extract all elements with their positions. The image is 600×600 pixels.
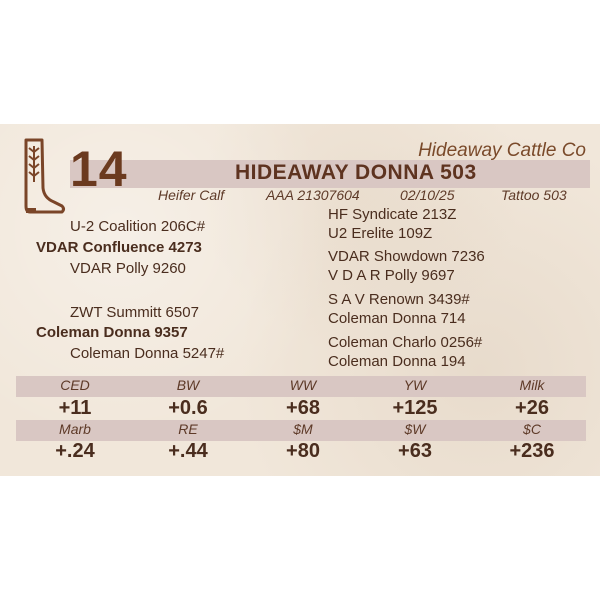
sire-dam-dam: V D A R Polly 9697 — [328, 267, 455, 284]
sale-lot-card — [0, 124, 600, 476]
epd-value-ced: +11 — [58, 397, 92, 419]
epd-value-bw: +0.6 — [168, 397, 208, 419]
dam-sire-sire: S A V Renown 3439# — [328, 291, 470, 308]
registration-number: AAA 21307604 — [266, 187, 360, 203]
cowboy-boot-icon — [20, 136, 66, 216]
epd-label-ww: WW — [289, 377, 317, 393]
epd-label-milk: Milk — [519, 377, 545, 393]
epd-value-dollar-w: +63 — [398, 440, 432, 462]
dam-sire: ZWT Summitt 6507 — [70, 304, 199, 321]
sire-sire: U-2 Coalition 206C# — [70, 218, 206, 235]
epd-label-dollar-c: $C — [523, 421, 541, 437]
dam-sire-dam: Coleman Donna 714 — [328, 310, 466, 327]
dam: Coleman Donna 9357 — [36, 324, 188, 341]
epd-value-milk: +26 — [515, 397, 549, 419]
dam-dam-sire: Coleman Charlo 0256# — [328, 334, 483, 351]
sire-dam-sire: VDAR Showdown 7236 — [328, 248, 485, 265]
epd-label-ced: CED — [60, 377, 90, 393]
dam-dam-dam: Coleman Donna 194 — [328, 353, 466, 370]
lot-number: 14 — [70, 141, 128, 197]
sire: VDAR Confluence 4273 — [36, 239, 202, 256]
epd-label-re: RE — [178, 421, 198, 437]
tattoo: Tattoo 503 — [501, 187, 567, 203]
epd-value-yw: +125 — [392, 397, 438, 419]
dam-dam: Coleman Donna 5247# — [70, 345, 225, 362]
epd-label-marb: Marb — [59, 421, 91, 437]
epd-label-dollar-m: $M — [293, 421, 313, 437]
sire-sire-sire: HF Syndicate 213Z — [328, 206, 457, 223]
owner-name: Hideaway Cattle Co — [418, 140, 586, 161]
animal-name: HIDEAWAY DONNA 503 — [235, 161, 477, 184]
epd-label-dollar-w: $W — [404, 421, 426, 437]
sire-dam: VDAR Polly 9260 — [70, 260, 186, 277]
epd-label-bw: BW — [176, 377, 200, 393]
sex-label: Heifer Calf — [158, 187, 225, 203]
epd-value-re: +.44 — [168, 440, 208, 462]
epd-value-marb: +.24 — [55, 440, 95, 462]
epd-value-ww: +68 — [286, 397, 320, 419]
epd-value-dollar-c: +236 — [509, 440, 555, 462]
birth-date: 02/10/25 — [400, 187, 455, 203]
sire-sire-dam: U2 Erelite 109Z — [328, 225, 433, 242]
epd-label-yw: YW — [403, 377, 427, 393]
epd-value-dollar-m: +80 — [286, 440, 320, 462]
